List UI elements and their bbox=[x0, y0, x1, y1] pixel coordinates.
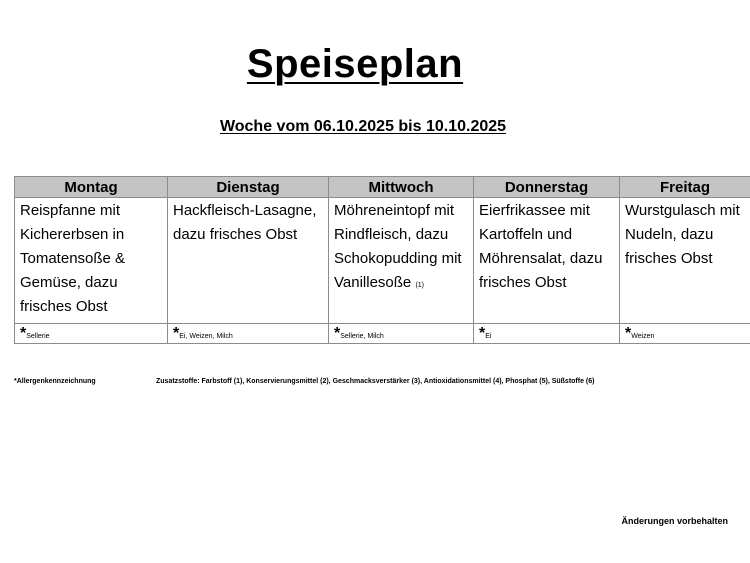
allergens-tuesday: *Ei, Weizen, Milch bbox=[168, 324, 329, 344]
additives-footnote: Zusatzstoffe: Farbstoff (1), Konservierungsmittel (2), Geschmacksverstärker (3), Antioxidationsmittel (4), Phosphat (5), Süßstoffe (6) bbox=[156, 378, 595, 385]
dish-thursday: Eierfrikassee mit Kartoffeln und Möhrensalat, dazu frisches Obst bbox=[474, 198, 620, 324]
allergen-row bbox=[15, 324, 750, 344]
allergens-friday: *Weizen bbox=[620, 324, 750, 344]
day-header-monday: Montag bbox=[15, 177, 168, 198]
allergen-marker: * bbox=[334, 324, 341, 342]
weekday-header-row bbox=[15, 177, 750, 198]
day-header-wednesday: Mittwoch bbox=[329, 177, 474, 198]
dish-row bbox=[15, 198, 750, 324]
day-header-friday: Freitag bbox=[620, 177, 750, 198]
dish-friday: Wurstgulasch mit Nudeln, dazu frisches Obst bbox=[620, 198, 750, 324]
day-header-tuesday: Dienstag bbox=[168, 177, 329, 198]
additive-reference: (1) bbox=[415, 282, 424, 289]
allergens-thursday: *Ei bbox=[474, 324, 620, 344]
allergen-marker: * bbox=[20, 324, 27, 342]
allergens-wednesday: *Sellerie, Milch bbox=[329, 324, 474, 344]
allergen-marker: * bbox=[479, 324, 486, 342]
menu-table bbox=[14, 176, 750, 344]
allergen-marker: * bbox=[173, 324, 180, 342]
dish-tuesday: Hackfleisch-Lasagne, dazu frisches Obst bbox=[168, 198, 329, 324]
changes-disclaimer: Änderungen vorbehalten bbox=[621, 516, 728, 526]
dish-wednesday: Möhreneintopf mit Rindfleisch, dazu Schokopudding mit Vanillesoße (1) bbox=[329, 198, 474, 324]
allergen-marker: * bbox=[625, 324, 632, 342]
day-header-thursday: Donnerstag bbox=[474, 177, 620, 198]
allergens-monday: *Sellerie bbox=[15, 324, 168, 344]
dish-monday: Reispfanne mit Kichererbsen in Tomatensoße & Gemüse, dazu frisches Obst bbox=[15, 198, 168, 324]
week-range: Woche vom 06.10.2025 bis 10.10.2025 bbox=[219, 118, 507, 135]
allergen-footnote: *Allergenkennzeichnung bbox=[14, 378, 96, 385]
page-title: Speiseplan bbox=[246, 42, 464, 86]
